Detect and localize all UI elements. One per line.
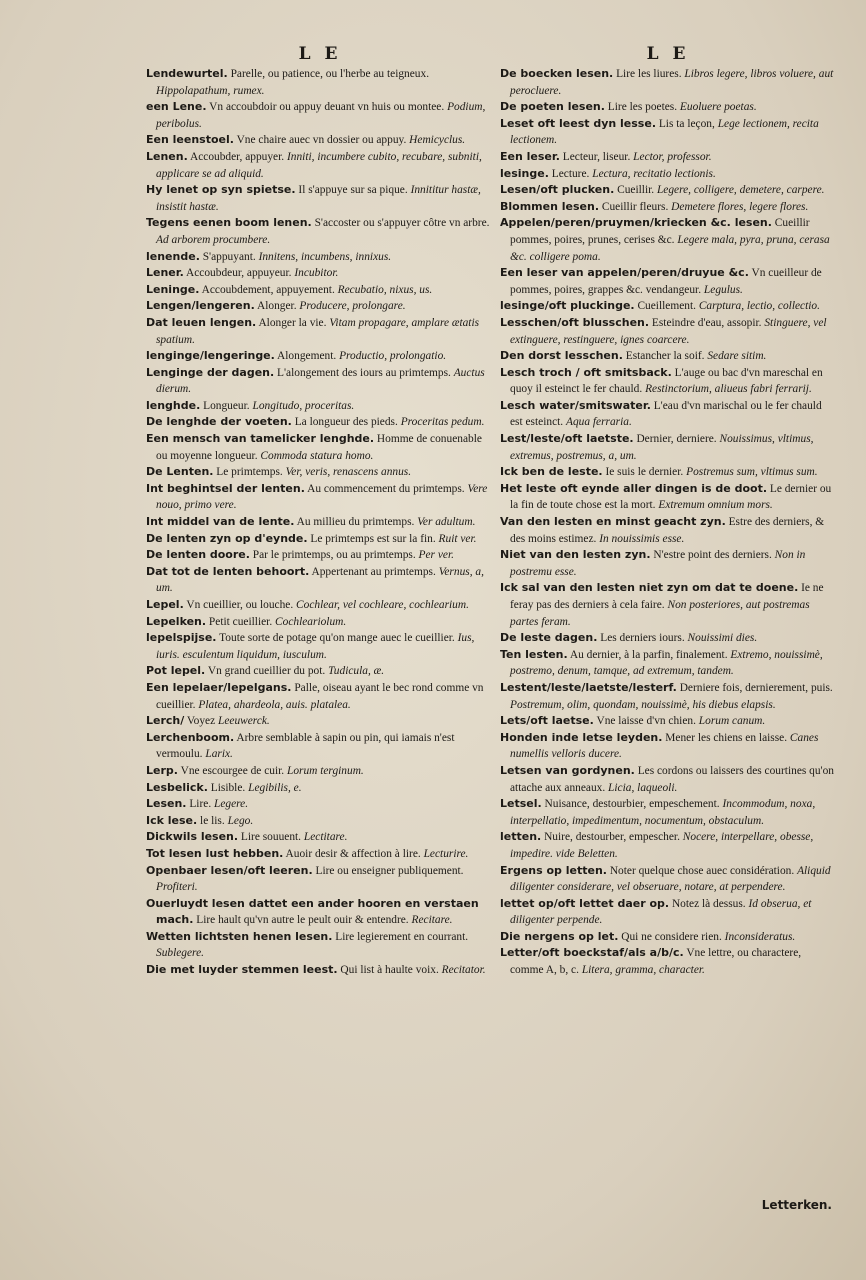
french-gloss: Estre des derniers, & des moins estimez.: [510, 516, 825, 545]
headword: Den dorst lesschen.: [500, 349, 623, 363]
dictionary-entry: [500, 829, 836, 862]
french-gloss: Alonger.: [254, 300, 300, 313]
french-gloss: Auoir desir & affection à lire.: [283, 847, 424, 860]
dictionary-entry: [146, 663, 494, 680]
headword: Lenen.: [146, 149, 188, 163]
headword: Lesch water/smitswater.: [500, 398, 651, 412]
left-running-head: L E: [298, 44, 342, 64]
headword: Een mensch van tamelicker lenghde.: [146, 432, 375, 446]
latin-gloss: Producere, prolongare.: [299, 300, 406, 313]
french-gloss: Dernier, derniere.: [633, 433, 720, 446]
headword: Lepelken.: [146, 614, 207, 628]
french-gloss: Vne laisse d'vn chien.: [593, 715, 699, 728]
latin-gloss: Productio, prolongatio.: [339, 350, 447, 363]
dictionary-entry: [500, 265, 836, 298]
dictionary-entry: [146, 713, 494, 730]
dictionary-entry: [146, 182, 494, 215]
latin-gloss: Lectura, recitatio lectionis.: [592, 167, 716, 180]
headword: lesinge.: [500, 166, 549, 180]
french-gloss: Lire souuent.: [238, 831, 304, 844]
headword: Die met luyder stemmen leest.: [146, 963, 338, 977]
latin-gloss: Legibilis, e.: [248, 781, 302, 794]
dictionary-entry: [146, 564, 494, 597]
latin-gloss: Legere mala, pyra, pruna, cerasa &c. colligere poma.: [510, 233, 830, 263]
latin-gloss: Recitare.: [411, 914, 453, 927]
french-gloss: Le primtemps est sur la fin.: [307, 532, 439, 545]
latin-gloss: Carptura, lectio, collectio.: [698, 300, 820, 313]
headword: De lenten doore.: [146, 548, 250, 562]
french-gloss: Notez là dessus.: [669, 897, 749, 910]
latin-gloss: Libros legere, libros voluere, aut perocluere.: [510, 68, 834, 97]
headword: een Lene.: [146, 100, 207, 114]
dictionary-entry: [146, 763, 494, 780]
french-gloss: Accoubdement, appuyement.: [199, 283, 338, 296]
dictionary-entry: [146, 481, 494, 514]
headword: Lerch/: [146, 714, 185, 728]
dictionary-entry: [146, 813, 494, 830]
french-gloss: Qui ne considere rien.: [618, 930, 725, 943]
headword: Hy lenet op syn spietse.: [146, 183, 296, 197]
dictionary-entry: [146, 730, 494, 763]
headword: Lener.: [146, 266, 184, 280]
french-gloss: Palle, oiseau ayant le bec rond comme vn cueillier.: [156, 681, 484, 711]
french-gloss: Lire les liures.: [613, 68, 685, 80]
latin-gloss: Podium, peribolus.: [156, 101, 486, 130]
dictionary-entry: [146, 315, 494, 348]
dictionary-entry: [500, 929, 836, 946]
dictionary-entry: [500, 315, 836, 348]
dictionary-entry: [500, 630, 836, 647]
dictionary-entry: [146, 249, 494, 266]
french-gloss: Appertenant au primtemps.: [309, 565, 439, 578]
headword: Ick ben de leste.: [500, 465, 603, 479]
latin-gloss: Hippolapathum, rumex.: [156, 84, 265, 97]
french-gloss: L'alongement des iours au primtemps.: [274, 366, 454, 379]
latin-gloss: Vernus, a, um.: [156, 565, 484, 595]
dictionary-entry: [500, 464, 836, 481]
latin-gloss: Restinctorium, aliueus fabri ferrarij.: [645, 383, 812, 396]
headword: Ergens op letten.: [500, 863, 607, 877]
dictionary-entry: [500, 348, 836, 365]
french-gloss: N'estre point des derniers.: [650, 549, 775, 562]
french-gloss: Nuire, destourber, empescher.: [541, 831, 683, 844]
french-gloss: Cueillir.: [614, 184, 657, 197]
latin-gloss: Larix.: [205, 748, 233, 761]
latin-gloss: Recubatio, nixus, us.: [337, 283, 433, 296]
dictionary-entry: [146, 929, 494, 962]
headword: Letsen van gordynen.: [500, 763, 635, 777]
dictionary-entry: [500, 730, 836, 763]
french-gloss: Accoubdeur, appuyeur.: [183, 267, 295, 280]
headword: Het leste oft eynde aller dingen is de doot.: [500, 481, 768, 495]
french-gloss: Lire legierement en courrant.: [332, 930, 469, 943]
dictionary-entry: [146, 863, 494, 896]
latin-gloss: Lectitare.: [303, 831, 348, 844]
dictionary-entry: [146, 796, 494, 813]
headword: lettet op/oft lettet daer op.: [500, 896, 670, 910]
french-gloss: Ie suis le dernier.: [602, 466, 687, 479]
french-gloss: Le dernier ou la fin de toute chose est la mort.: [510, 482, 832, 512]
headword: Appelen/peren/pruymen/kriecken &c. lesen.: [500, 216, 772, 230]
dictionary-entry: [500, 680, 836, 713]
dictionary-entry: [500, 149, 836, 166]
latin-gloss: Ver, veris, renascens annus.: [285, 466, 412, 479]
latin-gloss: Proceritas pedum.: [400, 416, 485, 429]
headword: Lesch troch / oft smitsback.: [500, 365, 672, 379]
french-gloss: Voyez: [184, 715, 219, 728]
headword: Ick lese.: [146, 813, 198, 827]
latin-gloss: Inniti, incumbere cubito, recubare, subniti, applicare se ad aliquid.: [156, 150, 482, 180]
headword: Dat leuen lengen.: [146, 315, 257, 329]
headword: letten.: [500, 830, 542, 844]
french-gloss: Lire.: [186, 798, 215, 811]
dictionary-entry: [500, 580, 836, 630]
latin-gloss: Hemicyclus.: [409, 134, 466, 147]
latin-gloss: Inconsideratus.: [724, 930, 796, 943]
dictionary-entry: [146, 680, 494, 713]
headword: Letter/oft boeckstaf/als a/b/c.: [500, 946, 684, 960]
headword: Lengen/lengeren.: [146, 299, 255, 313]
dictionary-entry: [500, 647, 836, 680]
headword: lenginge/lengeringe.: [146, 349, 275, 363]
dictionary-entry: [146, 464, 494, 481]
dictionary-entry: [146, 431, 494, 464]
dictionary-entry: [146, 298, 494, 315]
headword: Wetten lichtsten henen lesen.: [146, 929, 333, 943]
latin-gloss: Lecturire.: [423, 847, 469, 860]
french-gloss: Au millieu du primtemps.: [294, 516, 418, 529]
latin-gloss: Legere.: [214, 798, 249, 811]
latin-gloss: Nouissimus, vltimus, extremus, postremus, a, um.: [510, 433, 814, 462]
dictionary-entry: [146, 896, 494, 929]
dictionary-entry: [500, 166, 836, 183]
french-gloss: Par le primtemps, ou au primtemps.: [249, 549, 419, 562]
dictionary-entry: [500, 182, 836, 199]
dictionary-entry: [500, 547, 836, 580]
dictionary-entry: [146, 398, 494, 415]
dictionary-entry: [500, 713, 836, 730]
headword: Een leenstoel.: [146, 133, 234, 147]
dictionary-entry: [146, 780, 494, 797]
latin-gloss: Non posteriores, aut postremas partes feram.: [510, 599, 810, 628]
headword: Honden inde letse leyden.: [500, 730, 663, 744]
headword: Die nergens op let.: [500, 929, 619, 943]
headword: Lepel.: [146, 598, 184, 611]
headword: lepelspijse.: [146, 631, 217, 645]
dictionary-entry: [500, 945, 836, 978]
dictionary-entry: [146, 99, 494, 132]
dictionary-entry: [146, 597, 494, 614]
latin-gloss: Postremus sum, vltimus sum.: [686, 466, 818, 479]
dictionary-entry: [500, 896, 836, 929]
french-gloss: Vne escourgee de cuir.: [177, 764, 287, 777]
latin-gloss: Vere nouo, primo vere.: [156, 482, 488, 512]
latin-gloss: Postremum, olim, quondam, nouissimè, his diebus elapsis.: [510, 698, 776, 711]
latin-gloss: Sedare sitim.: [707, 350, 767, 363]
latin-gloss: Per ver.: [418, 549, 454, 562]
headword: Lerp.: [146, 763, 178, 777]
dictionary-entry: [146, 514, 494, 531]
french-gloss: Ie ne feray pas des derniers à cela faire.: [510, 582, 824, 611]
french-gloss: Vn accoubdoir ou appuy deuant vn huis ou montee.: [206, 101, 448, 114]
french-gloss: Vn cueilleur de pommes, poires, grappes &c. vendangeur.: [510, 267, 822, 296]
french-gloss: Lis ta leçon,: [656, 117, 718, 130]
headword: Ick sal van den lesten niet zyn om dat te doene.: [500, 581, 799, 595]
latin-gloss: Cochleariolum.: [275, 615, 347, 628]
headword: Tot lesen lust hebben.: [146, 846, 284, 860]
latin-gloss: Ver adultum.: [417, 516, 476, 529]
dictionary-entry: [500, 298, 836, 315]
latin-gloss: Demetere flores, legere flores.: [671, 200, 809, 213]
right-entries: [500, 66, 836, 979]
french-gloss: Toute sorte de potage qu'on mange auec le cueillier.: [216, 632, 458, 645]
french-gloss: Au commencement du primtemps.: [304, 482, 468, 495]
french-gloss: Lecture.: [548, 167, 593, 180]
french-gloss: Alonger la vie.: [256, 316, 330, 329]
latin-gloss: Id obserua, et diligenter perpende.: [510, 897, 812, 927]
french-gloss: Qui list à haulte voix.: [337, 964, 442, 977]
headword: De lenten zyn op d'eynde.: [146, 531, 308, 545]
french-gloss: Lire hault qu'vn autre le peult ouir & entendre.: [193, 914, 412, 927]
latin-gloss: Nouissimi dies.: [687, 632, 758, 645]
headword: Pot lepel.: [146, 664, 206, 678]
headword: Lesbelick.: [146, 780, 208, 794]
french-gloss: L'eau d'vn marischal ou le fer chauld est esteinct.: [510, 399, 822, 429]
latin-gloss: Incubitor.: [294, 267, 339, 280]
left-column: [146, 44, 494, 979]
latin-gloss: Commoda statura homo.: [260, 449, 374, 462]
french-gloss: Derniere fois, dernierement, puis.: [676, 681, 833, 694]
headword: Van den lesten en minst geacht zyn.: [500, 515, 726, 529]
french-gloss: Longueur.: [200, 399, 253, 412]
latin-gloss: Ruit ver.: [438, 532, 477, 545]
latin-gloss: Longitudo, proceritas.: [252, 399, 355, 412]
latin-gloss: Nocere, interpellare, obesse, impedire. vide Beletten.: [510, 831, 814, 860]
left-entries: [146, 66, 494, 979]
catchword: Letterken.: [761, 1198, 832, 1212]
french-gloss: L'auge ou bac d'vn mareschal en quoy il esteinct le fer chauld.: [510, 366, 823, 396]
headword: Lesen.: [146, 797, 187, 811]
latin-gloss: Cochlear, vel cochleare, cochlearium.: [296, 599, 469, 611]
latin-gloss: Vitam propagare, amplare ætatis spatium.: [156, 316, 480, 346]
latin-gloss: Aliquid diligenter considerare, vel obseruare, notare, at perpendere.: [510, 864, 831, 894]
headword: Lenginge der dagen.: [146, 365, 275, 379]
headword: Lendewurtel.: [146, 67, 228, 80]
dictionary-entry: [500, 763, 836, 796]
headword: Ten lesten.: [500, 647, 568, 661]
french-gloss: Le primtemps.: [213, 466, 286, 479]
headword: De boecken lesen.: [500, 67, 614, 80]
dictionary-entry: [500, 66, 836, 99]
dictionary-entry: [500, 398, 836, 431]
headword: Lest/leste/oft laetste.: [500, 432, 634, 446]
french-gloss: Lecteur, liseur.: [559, 150, 634, 163]
latin-gloss: Auctus dierum.: [156, 366, 485, 396]
french-gloss: Lire ou enseigner publiquement.: [312, 864, 464, 877]
french-gloss: Mener les chiens en laisse.: [662, 731, 790, 744]
latin-gloss: In nouissimis esse.: [599, 532, 685, 545]
french-gloss: Parelle, ou patience, ou l'herbe au teigneux.: [227, 68, 430, 80]
headword: Een leser.: [500, 149, 560, 163]
headword: Int middel van de lente.: [146, 515, 295, 529]
french-gloss: Lisible.: [207, 781, 249, 794]
dictionary-entry: [146, 614, 494, 631]
headword: Dat tot de lenten behoort.: [146, 564, 310, 578]
latin-gloss: Licia, laqueoli.: [608, 781, 678, 794]
latin-gloss: Litera, gramma, character.: [581, 964, 705, 977]
headword: Lesschen/oft blusschen.: [500, 315, 650, 329]
french-gloss: Les cordons ou laissers des courtines qu'on attache aux anneaux.: [510, 764, 834, 794]
latin-gloss: Legulus.: [703, 283, 743, 296]
latin-gloss: Ad arborem procumbere.: [156, 233, 271, 246]
headword: Leninge.: [146, 282, 200, 296]
right-column: [500, 44, 836, 979]
right-running-head: L E: [646, 44, 690, 64]
headword: Leset oft leest dyn lesse.: [500, 116, 656, 130]
latin-gloss: Leeuwerck.: [218, 715, 270, 728]
french-gloss: Vne chaire auec vn dossier ou appuy.: [233, 134, 410, 147]
headword: Letsel.: [500, 797, 542, 811]
french-gloss: Estancher la soif.: [622, 350, 708, 363]
dictionary-entry: [146, 66, 494, 99]
latin-gloss: Innititur hastæ, insistit hastæ.: [156, 184, 481, 213]
dictionary-entry: [146, 531, 494, 548]
dictionary-entry: [146, 630, 494, 663]
headword: Lets/oft laetse.: [500, 714, 594, 728]
french-gloss: Il s'appuye sur sa pique.: [295, 184, 411, 197]
french-gloss: Homme de conuenable ou moyenne longueur.: [156, 433, 482, 462]
french-gloss: Vne lettre, ou charactere, comme A, b, c.: [510, 947, 802, 977]
french-gloss: Cueillir fleurs.: [599, 200, 672, 213]
dictionary-entry: [500, 481, 836, 514]
latin-gloss: Incommodum, noxa, interpellatio, impedimentum, nocumentum, obstaculum.: [510, 798, 816, 827]
french-gloss: Esteindre d'eau, assopir.: [649, 316, 765, 329]
french-gloss: S'accoster ou s'appuyer côtre vn arbre.: [311, 217, 490, 230]
latin-gloss: Stinguere, vel extinguere, restinguere, ignes coarcere.: [510, 316, 827, 346]
headword: Blommen lesen.: [500, 199, 600, 213]
headword: Een leser van appelen/peren/druyue &c.: [500, 266, 749, 280]
headword: Int beghintsel der lenten.: [146, 481, 305, 495]
latin-gloss: Tudicula, æ.: [328, 665, 385, 678]
dictionary-entry: [500, 514, 836, 547]
french-gloss: Au dernier, à la parfin, finalement.: [567, 648, 731, 661]
french-gloss: Nuisance, destourbier, empeschement.: [541, 798, 723, 811]
headword: De lenghde der voeten.: [146, 415, 292, 429]
dictionary-entry: [500, 199, 836, 216]
french-gloss: Noter quelque chose auec considération.: [606, 864, 798, 877]
dictionary-entry: [500, 99, 836, 116]
french-gloss: Les derniers iours.: [597, 632, 688, 645]
dictionary-entry: [500, 116, 836, 149]
french-gloss: Cueillement.: [634, 300, 699, 313]
headword: lenende.: [146, 249, 200, 263]
french-gloss: le lis.: [197, 814, 228, 827]
french-gloss: Vn cueillier, ou louche.: [183, 599, 297, 611]
headword: Ouerluydt lesen dattet een ander hooren en verstaen mach.: [146, 896, 479, 927]
dictionary-entry: [146, 282, 494, 299]
dictionary-entry: [500, 365, 836, 398]
headword: De Lenten.: [146, 465, 214, 479]
latin-gloss: Platea, ahardeola, auis. platalea.: [198, 698, 351, 711]
dictionary-entry: [500, 215, 836, 265]
dictionary-entry: [146, 547, 494, 564]
french-gloss: Petit cueillier.: [206, 615, 276, 628]
french-gloss: Alongement.: [274, 350, 340, 363]
latin-gloss: Euoluere poetas.: [679, 101, 757, 114]
french-gloss: S'appuyant.: [199, 250, 259, 263]
latin-gloss: Innitens, incumbens, innixus.: [258, 250, 392, 263]
latin-gloss: Non in postremu esse.: [510, 549, 806, 578]
dictionary-entry: [146, 846, 494, 863]
dictionary-entry: [500, 431, 836, 464]
latin-gloss: Profiteri.: [156, 881, 198, 894]
dictionary-entry: [146, 829, 494, 846]
french-gloss: Lire les poetes.: [604, 101, 680, 114]
latin-gloss: Lorum terginum.: [286, 764, 364, 777]
dictionary-entry: [146, 348, 494, 365]
headword: De poeten lesen.: [500, 100, 605, 114]
latin-gloss: Lector, professor.: [633, 150, 712, 163]
latin-gloss: Canes numellis velloris ducere.: [510, 731, 819, 761]
french-gloss: La longueur des pieds.: [291, 416, 401, 429]
headword: Lestent/leste/laetste/lesterf.: [500, 680, 677, 694]
latin-gloss: Sublegere.: [156, 947, 204, 960]
headword: lenghde.: [146, 398, 201, 412]
french-gloss: Vn grand cueillier du pot.: [205, 665, 329, 678]
headword: Openbaer lesen/oft leeren.: [146, 863, 313, 877]
dictionary-entry: [500, 796, 836, 829]
latin-gloss: Lege lectionem, recita lectionem.: [510, 117, 819, 147]
headword: Niet van den lesten zyn.: [500, 548, 651, 562]
headword: lesinge/oft pluckinge.: [500, 299, 635, 313]
dictionary-entry: [146, 215, 494, 248]
latin-gloss: Lego.: [227, 814, 254, 827]
dictionary-entry: [146, 149, 494, 182]
headword: Lesen/oft plucken.: [500, 183, 615, 197]
dictionary-entry: [146, 132, 494, 149]
latin-gloss: Extremo, nouissimè, postremo, denum, tamque, ad extremum, tandem.: [510, 648, 823, 678]
latin-gloss: Legere, colligere, demetere, carpere.: [656, 184, 825, 197]
latin-gloss: Aqua ferraria.: [566, 416, 632, 429]
dictionary-entry: [146, 265, 494, 282]
dictionary-entry: [146, 962, 494, 979]
dictionary-entry: [500, 863, 836, 896]
headword: Lerchenboom.: [146, 730, 235, 744]
latin-gloss: Recitator.: [441, 964, 486, 977]
french-gloss: Arbre semblable à sapin ou pin, qui iamais n'est vermoulu.: [156, 731, 455, 761]
headword: Dickwils lesen.: [146, 830, 239, 844]
latin-gloss: Lorum canum.: [698, 715, 766, 728]
dictionary-entry: [146, 365, 494, 398]
headword: De leste dagen.: [500, 631, 598, 645]
latin-gloss: Ius, iuris. esculentum liquidum, iusculum.: [156, 632, 475, 661]
french-gloss: Accoubder, appuyer.: [187, 150, 287, 163]
headword: Tegens eenen boom lenen.: [146, 216, 312, 230]
headword: Een lepelaer/lepelgans.: [146, 680, 292, 694]
dictionary-entry: [146, 414, 494, 431]
latin-gloss: Extremum omnium mors.: [658, 499, 773, 512]
french-gloss: Cueillir pommes, poires, prunes, cerises &c.: [510, 217, 810, 246]
